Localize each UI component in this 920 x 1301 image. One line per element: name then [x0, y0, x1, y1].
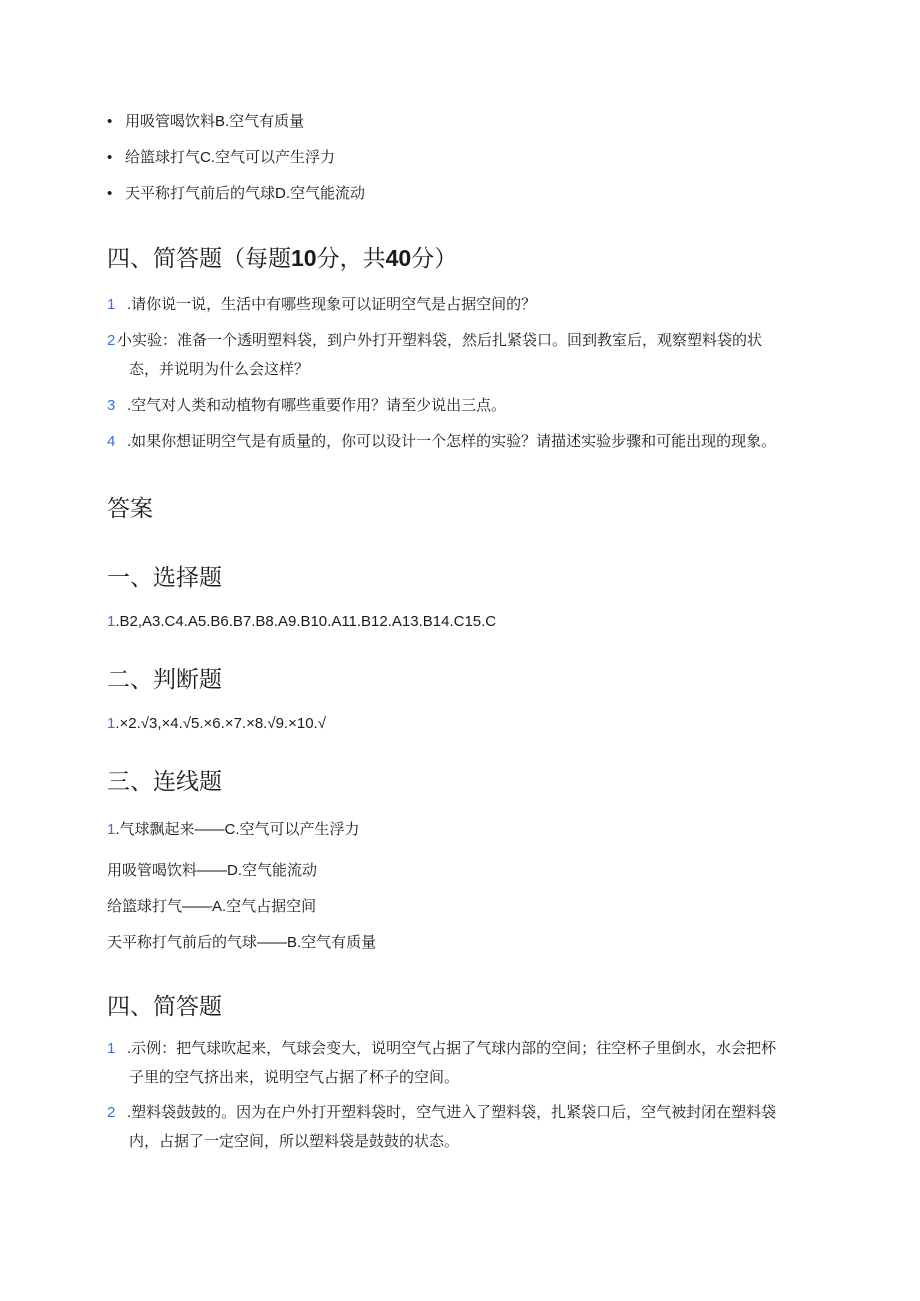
section-heading-judge: 二、判断题	[107, 666, 222, 692]
section-heading-short-answer	[107, 243, 457, 273]
answer-text: .气球飘起来——C.空气可以产生浮力	[115, 821, 360, 838]
answer-line-judge	[107, 714, 326, 734]
section-heading-choice: 一、选择题	[107, 564, 222, 590]
question-continuation: 态，并说明为什么会这样？	[129, 361, 310, 378]
bullet-text: 天平称打气前后的气球D.空气能流动	[125, 185, 366, 202]
question-item	[107, 294, 536, 316]
answer-line-matching: 用吸管喝饮料——D.空气能流动	[107, 862, 318, 879]
bullet-item	[107, 184, 365, 204]
answer-text: .示例：把气球吹起来，气球会变大，说明空气占据了气球内部的空间；往空杯子里倒水，水会把杯	[127, 1040, 777, 1057]
answer-line-matching: 天平称打气前后的气球——B.空气有质量	[107, 934, 377, 951]
section-heading-matching: 三、连线题	[107, 768, 222, 794]
bullet-text: 给篮球打气C.空气可以产生浮力	[125, 149, 336, 166]
question-number: 2	[107, 332, 116, 349]
question-text: .空气对人类和动植物有哪些重要作用？请至少说出三点。	[127, 397, 507, 414]
question-number: 3	[107, 397, 116, 414]
section-heading-short-answer-key: 四、简答题	[107, 993, 222, 1019]
answer-item	[107, 1038, 776, 1060]
bullet-icon: •	[107, 185, 113, 202]
answer-text: .B2,A3.C4.A5.B6.B7.B8.A9.B10.A11.B12.A13.B14.C15.C	[115, 613, 497, 630]
answer-item	[107, 1102, 776, 1124]
question-item	[107, 330, 762, 352]
answer-line-matching: 给篮球打气——A.空气占据空间	[107, 898, 317, 915]
bullet-text: 用吸管喝饮料B.空气有质量	[125, 113, 305, 130]
answer-continuation: 子里的空气挤出来，说明空气占据了杯子的空间。	[129, 1069, 460, 1086]
answer-number: 2	[107, 1104, 116, 1121]
question-text: .请你说一说，生活中有哪些现象可以证明空气是占据空间的？	[127, 296, 537, 313]
question-number: 4	[107, 433, 116, 450]
bullet-item	[107, 112, 304, 132]
question-item	[107, 431, 776, 453]
answer-number: 1	[107, 613, 116, 630]
heading-number: 10	[291, 245, 317, 271]
heading-text: 分，共	[316, 245, 386, 271]
bullet-icon: •	[107, 149, 113, 166]
answer-number: 1	[107, 715, 116, 732]
bullet-item	[107, 148, 335, 168]
answer-text: .塑料袋鼓鼓的。因为在户外打开塑料袋时，空气进入了塑料袋，扎紧袋口后，空气被封闭在塑料袋	[127, 1104, 777, 1121]
question-text: 小实验：准备一个透明塑料袋，到户外打开塑料袋，然后扎紧袋口。回到教室后，观察塑料袋的状	[117, 332, 763, 349]
question-item	[107, 395, 506, 417]
answer-line-choice	[107, 612, 496, 632]
answers-title: 答案	[107, 495, 153, 521]
question-text: .如果你想证明空气是有质量的，你可以设计一个怎样的实验？请描述实验步骤和可能出现的现象。	[127, 433, 777, 450]
answer-number: 1	[107, 1040, 116, 1057]
answer-number: 1	[107, 821, 116, 838]
heading-text: 四、简答题（每题	[107, 245, 291, 271]
heading-text: 分）	[411, 245, 458, 271]
answer-line-matching	[107, 820, 360, 840]
question-number: 1	[107, 296, 116, 313]
heading-number: 40	[385, 245, 412, 271]
bullet-icon: •	[107, 113, 113, 130]
answer-text: .×2.√3,×4.√5.×6.×7.×8.√9.×10.√	[115, 715, 326, 732]
answer-continuation: 内，占据了一定空间，所以塑料袋是鼓鼓的状态。	[129, 1133, 460, 1150]
